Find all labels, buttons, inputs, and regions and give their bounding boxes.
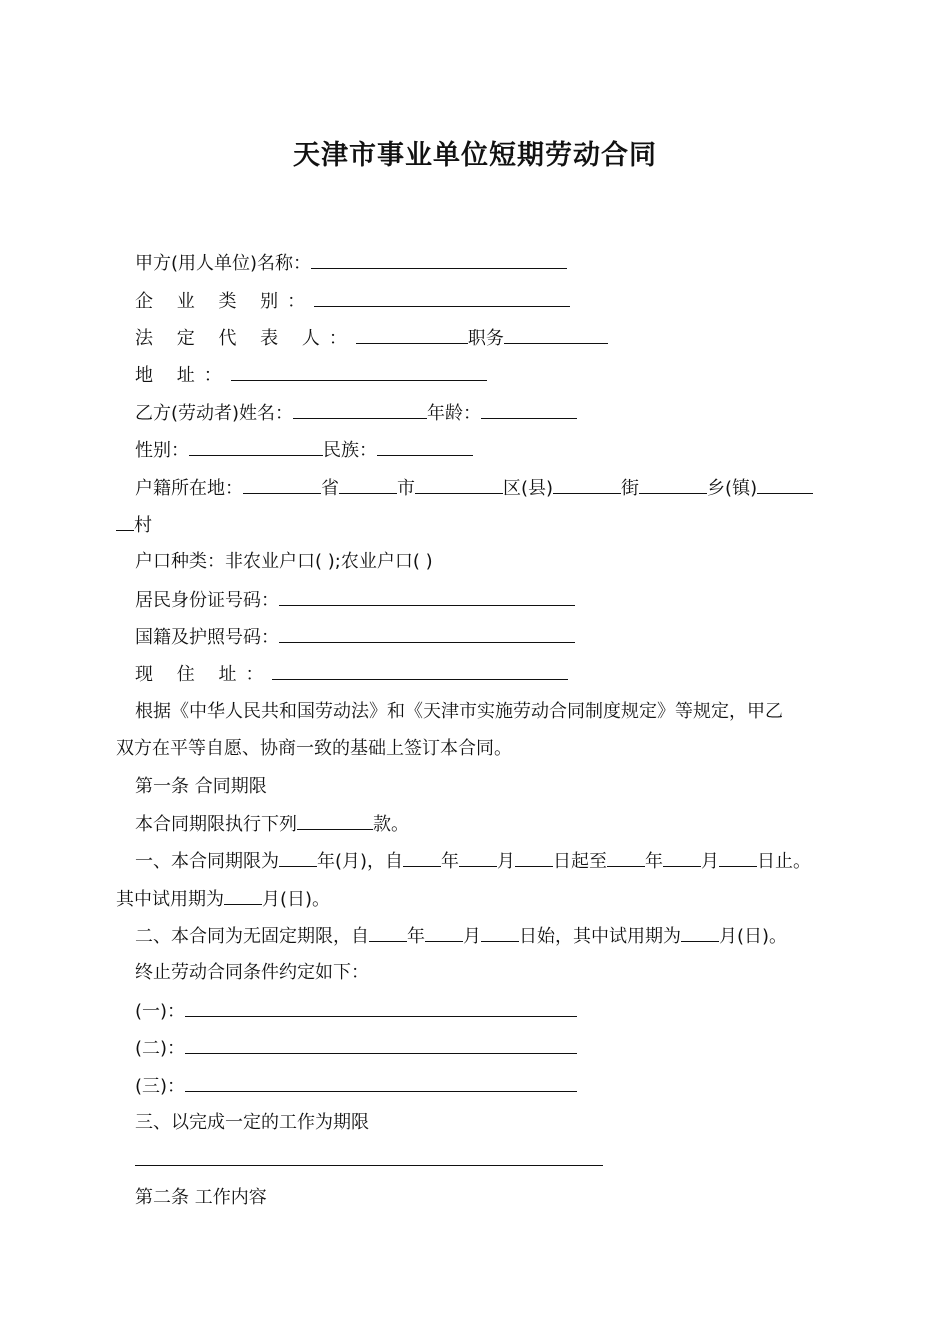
term1-line <box>135 849 811 873</box>
term2-prefix: 二、本合同为无固定期限，自 <box>135 926 369 947</box>
probation-blank <box>224 887 262 905</box>
enterprise-category-blank <box>314 289 570 307</box>
position-label: 职务 <box>467 328 504 349</box>
term3-line: 三、以完成一定的工作为期限 <box>135 1112 369 1133</box>
city-blank <box>339 476 397 494</box>
street-blank <box>553 476 621 494</box>
enterprise-category-label: 企 业 类 别： <box>135 291 315 312</box>
term1-start-month: 月 <box>497 851 516 872</box>
legal-rep-label: 法 定 代 表 人： <box>135 328 356 349</box>
party-a-name-blank <box>311 251 567 269</box>
ethnic-blank <box>377 438 473 456</box>
party-a-address-label: 地 址： <box>135 365 231 386</box>
term1-end-year-blank <box>607 849 645 867</box>
gender-label: 性别： <box>135 440 189 461</box>
condition-3-label: (三)： <box>135 1076 186 1097</box>
term1-end-month-blank <box>663 849 701 867</box>
hukou-location-label: 户籍所在地： <box>135 478 243 499</box>
enterprise-category-line <box>135 289 570 313</box>
hukou-location-line <box>135 476 813 500</box>
village-line <box>116 513 152 537</box>
current-address-blank <box>272 662 568 680</box>
condition-2-line <box>135 1036 577 1060</box>
passport-line <box>135 625 575 649</box>
party-a-name-label: 甲方(用人单位)名称： <box>135 253 312 274</box>
age-blank <box>481 401 577 419</box>
execute-blank <box>297 812 373 830</box>
id-number-label: 居民身份证号码： <box>135 590 279 611</box>
term1-year-month: 年(月)，自 <box>317 851 404 872</box>
legal-rep-blank <box>356 326 468 344</box>
term1-day-to: 日止。 <box>757 851 812 872</box>
condition-3-line <box>135 1074 577 1098</box>
term3-blank <box>135 1148 603 1166</box>
term1-end-day-blank <box>719 849 757 867</box>
village-blank-part1 <box>757 476 813 494</box>
term2-month: 月 <box>463 926 481 947</box>
execute-clause-line <box>135 812 409 836</box>
probation-prefix: 其中试用期为 <box>116 889 224 910</box>
party-a-address-line <box>135 363 487 387</box>
execute-suffix: 款。 <box>373 814 409 835</box>
party-a-name-line <box>135 251 567 275</box>
document-title: 天津市事业单位短期劳动合同 <box>293 140 657 171</box>
termination-heading: 终止劳动合同条件约定如下： <box>135 962 369 983</box>
township-label: 乡(镇) <box>707 478 758 499</box>
term3-blank-line <box>135 1148 603 1172</box>
position-blank <box>504 326 608 344</box>
term1-day-from: 日起至 <box>553 851 608 872</box>
village-blank-part2 <box>116 513 134 531</box>
condition-1-line <box>135 999 577 1023</box>
party-a-address-blank <box>231 363 487 381</box>
hukou-type-line: 户口种类：非农业户口( );农业户口( ) <box>135 551 433 572</box>
passport-label: 国籍及护照号码： <box>135 627 279 648</box>
village-label: 村 <box>134 515 152 536</box>
party-b-name-label: 乙方(劳动者)姓名： <box>135 403 294 424</box>
preamble-line-1: 根据《中华人民共和国劳动法》和《天津市实施劳动合同制度规定》等规定，甲乙 <box>135 701 783 722</box>
township-blank <box>639 476 707 494</box>
article2-heading: 第二条 工作内容 <box>135 1187 267 1208</box>
term2-day-blank <box>481 924 519 942</box>
party-b-name-blank <box>293 401 427 419</box>
term2-month-blank <box>425 924 463 942</box>
id-number-line <box>135 588 575 612</box>
article1-heading: 第一条 合同期限 <box>135 776 267 797</box>
city-label: 市 <box>397 478 415 499</box>
term1-end-month: 月 <box>701 851 720 872</box>
term2-suffix: 月(日)。 <box>719 926 788 947</box>
term2-probation-blank <box>681 924 719 942</box>
preamble-line-2: 双方在平等自愿、协商一致的基础上签订本合同。 <box>116 738 512 759</box>
condition-1-blank <box>185 999 577 1017</box>
province-blank <box>243 476 321 494</box>
execute-prefix: 本合同期限执行下列 <box>135 814 297 835</box>
current-address-label: 现 住 址： <box>135 664 273 685</box>
term1-end-year: 年 <box>645 851 664 872</box>
term1-start-year-blank <box>403 849 441 867</box>
condition-2-label: (二)： <box>135 1038 186 1059</box>
probation-suffix: 月(日)。 <box>262 889 331 910</box>
age-label: 年龄： <box>427 403 482 424</box>
term1-start-day-blank <box>515 849 553 867</box>
province-label: 省 <box>321 478 339 499</box>
legal-rep-line <box>135 326 608 350</box>
party-b-name-line <box>135 401 577 425</box>
gender-blank <box>189 438 323 456</box>
condition-2-blank <box>185 1036 577 1054</box>
gender-line <box>135 438 473 462</box>
term1-start-year: 年 <box>441 851 460 872</box>
term2-line <box>135 924 787 948</box>
term1-start-month-blank <box>459 849 497 867</box>
ethnic-label: 民族： <box>323 440 377 461</box>
street-label: 街 <box>621 478 640 499</box>
id-number-blank <box>279 588 575 606</box>
probation-line <box>116 887 330 911</box>
district-label: 区(县) <box>503 478 554 499</box>
condition-1-label: (一)： <box>135 1001 186 1022</box>
district-blank <box>415 476 503 494</box>
term2-mid: 日始，其中试用期为 <box>519 926 681 947</box>
condition-3-blank <box>185 1074 577 1092</box>
term2-year: 年 <box>407 926 425 947</box>
passport-blank <box>279 625 575 643</box>
term1-prefix: 一、本合同期限为 <box>135 851 279 872</box>
term1-length-blank <box>279 849 317 867</box>
current-address-line <box>135 662 568 686</box>
term2-year-blank <box>369 924 407 942</box>
